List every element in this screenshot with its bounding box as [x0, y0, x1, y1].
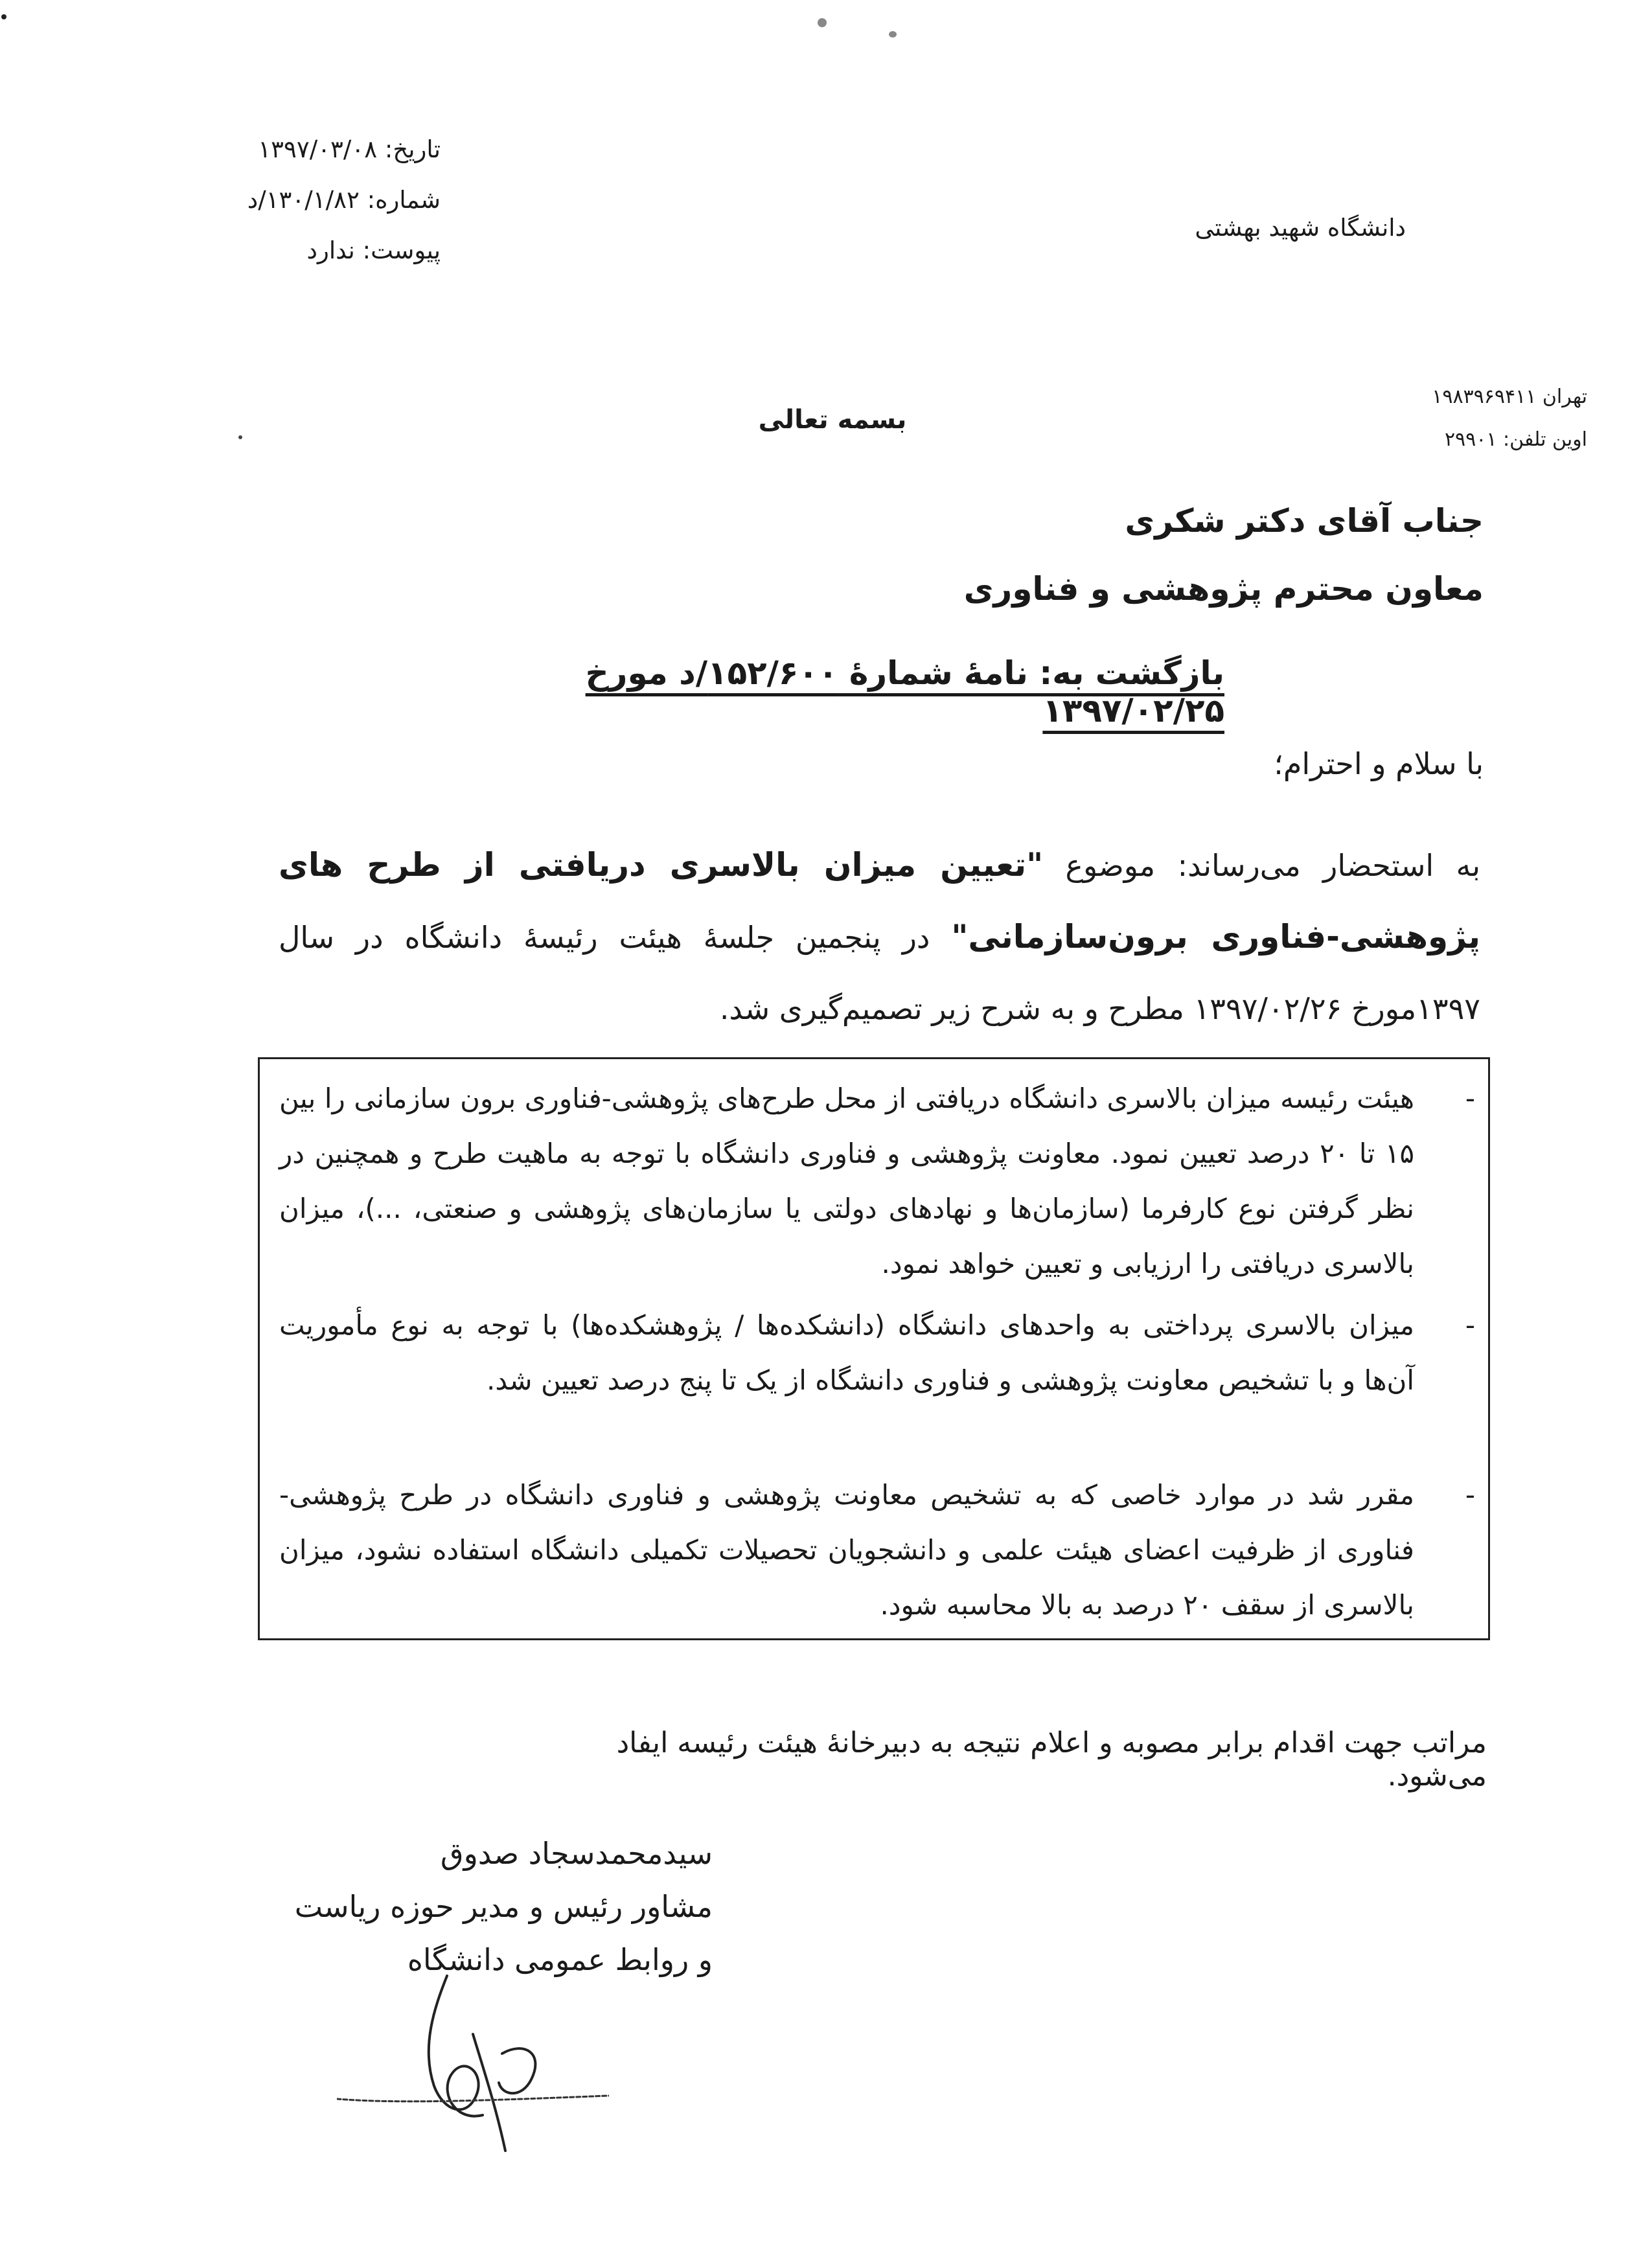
intro-paragraph	[279, 829, 1480, 1044]
decision-item: میزان بالاسری پرداختی به واحدهای دانشگاه (دانشکده‌ها / پژوهشکده‌ها) با توجه به نوع مأموریت آن‌ها و با تشخیص معاونت پژوهشی و فناوری دانشگاه از یک تا پنج درصد تعیین شد.	[279, 1309, 1414, 1396]
decision-marker: -	[1465, 1479, 1475, 1511]
university-name: دانشگاه شهید بهشتی	[1195, 214, 1406, 242]
letter-meta	[194, 124, 441, 276]
decision-item: هیئت رئیسه میزان بالاسری دانشگاه دریافتی از محل طرح‌های پژوهشی-فناوری برون سازمانی را بین ۱۵ تا ۲۰ درصد تعیین نمود. معاونت پژوهشی و فناوری دانشگاه با توجه به ماهیت طرح و همچنین در نظر گرفتن نوع کارفرما (سازمان‌ها و نهادهای دولتی یا سازمان‌های پژوهشی و صنعتی، ...)، میزان بالاسری دریافتی را ارزیابی و تعیین خواهد نمود.	[279, 1082, 1415, 1279]
date-line: تاریخ: ۱۳۹۷/۰۳/۰۸	[258, 135, 441, 163]
addressee	[842, 487, 1484, 623]
intro-start: به استحضار می‌رساند: موضوع	[1043, 848, 1480, 883]
decision-item: مقرر شد در موارد خاصی که به تشخیص معاونت پژوهشی و فناوری دانشگاه در طرح پژوهشی-فناوری از ظرفیت اعضای هیئت علمی و دانشجویان تحصیلات تکمیلی دانشگاه استفاده نشود، میزان بالاسری از سقف ۲۰ درصد به بالا محاسبه شود.	[279, 1479, 1414, 1621]
basmala: بسمه تعالی	[758, 405, 907, 435]
subject-title: "تعیین میزان بالاسری دریافتی از طرح های پژوهشی-فناوری برون‌سازمانی"	[279, 846, 1480, 956]
address-line-phone: اوین تلفن: ۲۹۹۰۱	[1444, 428, 1587, 451]
greeting: با سلام و احترام؛	[1274, 746, 1484, 781]
addressee-name: جناب آقای دکتر شکری	[1125, 502, 1484, 540]
number-line: شماره: ۱۳۰/۱/۸۲/د	[247, 186, 441, 214]
intro-end: در پنجمین جلسهٔ هیئت رئیسهٔ دانشگاه در سال ۱۳۹۷مورخ ۱۳۹۷/۰۲/۲۶ مطرح و به شرح زیر تصمیم‌گیری شد.	[279, 920, 1480, 1026]
address-line-city: تهران ۱۹۸۳۹۶۹۴۱۱	[1432, 385, 1587, 408]
reference-line: بازگشت به: نامهٔ شمارهٔ ۱۵۲/۶۰۰/د مورخ ۱۳۹۷/۰۲/۲۵	[585, 654, 1224, 729]
signatory-title-2: و روابط عمومی دانشگاه	[407, 1942, 713, 1977]
closing-line: مراتب جهت اقدام برابر مصوبه و اعلام نتیجه به دبیرخانهٔ هیئت رئیسه ایفاد می‌شود.	[616, 1726, 1487, 1793]
decision-marker: -	[1465, 1309, 1475, 1341]
decision-marker: -	[1465, 1082, 1475, 1114]
scan-speck	[238, 435, 242, 439]
handwritten-signature	[337, 1956, 609, 2177]
decisions-box	[258, 1057, 1490, 1640]
addressee-title: معاون محترم پژوهشی و فناوری	[963, 570, 1484, 608]
scan-speck	[1, 14, 6, 19]
signatory-name: سیدمحمدسجاد صدوق	[440, 1836, 713, 1871]
signatory-title-1: مشاور رئیس و مدیر حوزه ریاست	[294, 1889, 713, 1924]
scan-speck	[889, 31, 897, 38]
attachment-line: پیوست: ندارد	[306, 236, 441, 264]
university-address	[1335, 376, 1587, 461]
scan-speck	[818, 18, 827, 27]
